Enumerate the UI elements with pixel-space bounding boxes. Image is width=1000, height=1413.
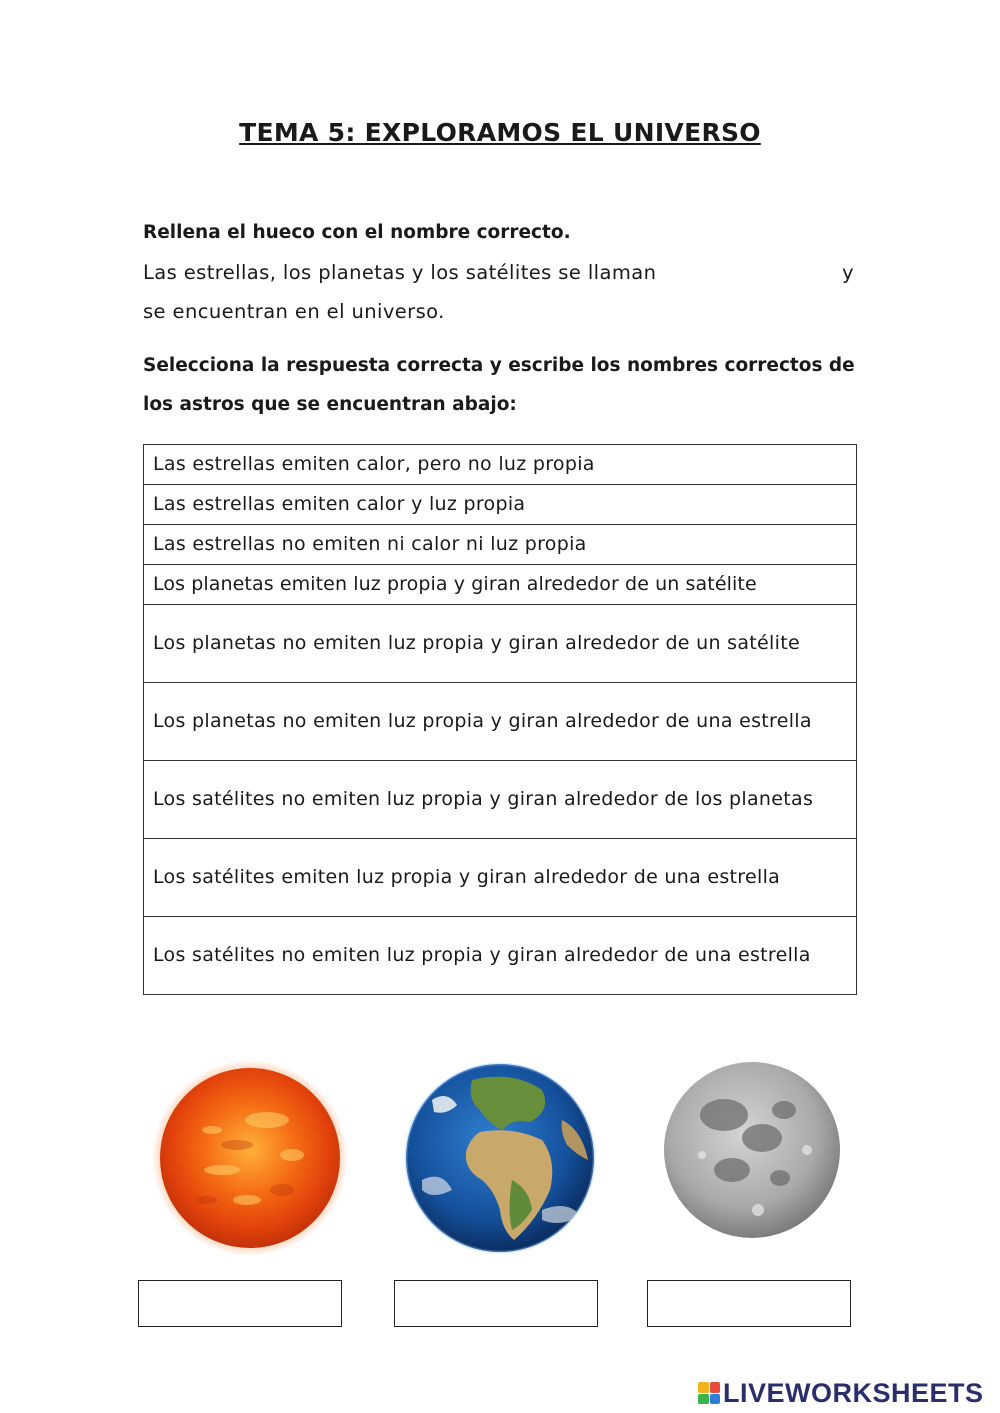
option-item[interactable]: Los planetas emiten luz propia y giran alrededor de un satélite [144, 565, 857, 605]
option-item[interactable]: Las estrellas emiten calor, pero no luz propia [144, 445, 857, 485]
page-title: TEMA 5: EXPLORAMOS EL UNIVERSO [239, 118, 761, 147]
fill-sentence-part1: Las estrellas, los planetas y los satélites se llaman [143, 261, 657, 284]
earth-answer-box[interactable] [394, 1280, 598, 1327]
logo-mark-icon [698, 1382, 720, 1404]
option-item[interactable]: Los satélites emiten luz propia y giran alrededor de una estrella [144, 839, 857, 917]
instruction-fill-gap: Rellena el hueco con el nombre correcto. [143, 222, 571, 243]
fill-sentence-conjunction: y [842, 261, 854, 284]
sun-image [152, 1060, 348, 1256]
option-item[interactable]: Los planetas no emiten luz propia y giran alrededor de un satélite [144, 605, 857, 683]
option-item[interactable]: Las estrellas no emiten ni calor ni luz propia [144, 525, 857, 565]
options-table [143, 444, 857, 995]
instruction-select: Selecciona la respuesta correcta y escribe los nombres correctos de los astros que se encuentran abajo: [143, 355, 855, 415]
option-item[interactable]: Las estrellas emiten calor y luz propia [144, 485, 857, 525]
liveworksheets-logo [698, 1376, 984, 1410]
moon-answer-box[interactable] [647, 1280, 851, 1327]
sun-answer-box[interactable] [138, 1280, 342, 1327]
option-item[interactable]: Los satélites no emiten luz propia y giran alrededor de los planetas [144, 761, 857, 839]
logo-text: LIVEWORKSHEETS [723, 1377, 984, 1408]
fill-sentence-part2: se encuentran en el universo. [143, 300, 445, 323]
option-item[interactable]: Los satélites no emiten luz propia y giran alrededor de una estrella [144, 917, 857, 995]
option-item[interactable]: Los planetas no emiten luz propia y giran alrededor de una estrella [144, 683, 857, 761]
moon-image [662, 1060, 842, 1240]
earth-image [402, 1060, 598, 1256]
gap-answer-input[interactable] [720, 258, 839, 290]
